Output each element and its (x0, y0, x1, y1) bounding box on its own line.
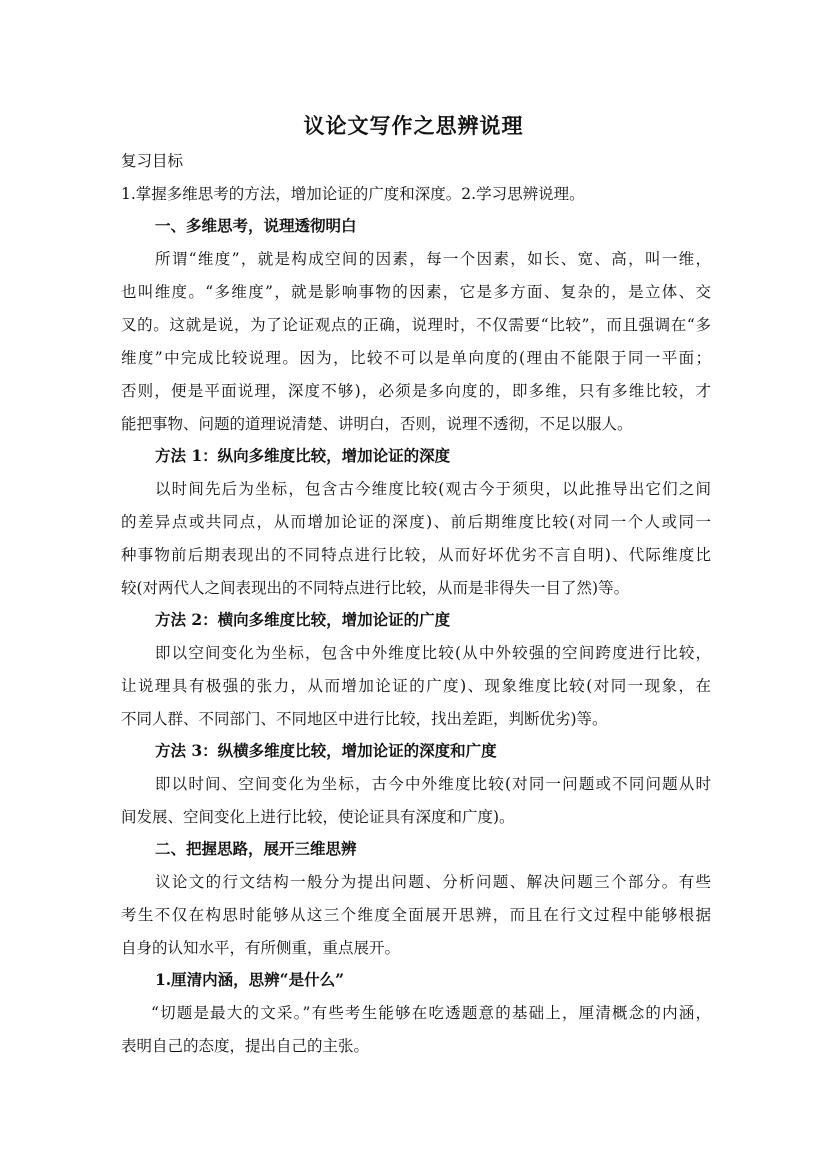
paragraph-line: 较(对两代人之间表现出的不同特点进行比较，从而是非得失一目了然)等。 (121, 579, 630, 597)
paragraph-line: 维度”中完成比较说理。因为，比较不可以是单向度的(理由不能限于同一平面； (121, 349, 711, 367)
paragraph-line: 所谓“维度”，就是构成空间的因素，每一个因素，如长、宽、高，叫一维， (155, 250, 711, 268)
paragraph-line: 否则，便是平面说理，深度不够)，必须是多向度的，即多维，只有多维比较，才 (121, 382, 711, 400)
heading-subsection-1: 1.厘清内涵，思辨“是什么” (155, 970, 345, 989)
paragraph-line: 即以空间变化为坐标，包含中外维度比较(从中外较强的空间跨度进行比较， (155, 644, 711, 662)
paragraph-line: 叉的。这就是说，为了论证观点的正确，说理时，不仅需要“比较”，而且强调在“多 (121, 316, 711, 334)
paragraph-line: 能把事物、问题的道理说清楚、讲明白，否则，说理不透彻，不足以服人。 (121, 415, 633, 433)
paragraph-line: 考生不仅在构思时能够从这三个维度全面展开思辨，而且在行文过程中能够根据 (121, 906, 711, 924)
paragraph-line: 议论文的行文结构一般分为提出问题、分析问题、解决问题三个部分。有些 (155, 873, 711, 891)
paragraph-line: 以时间先后为坐标，包含古今维度比较(观古今于须臾，以此推导出它们之间 (155, 480, 711, 498)
review-goals-text: 1.掌握多维思考的方法，增加论证的广度和深度。2.学习思辨说理。 (121, 185, 585, 203)
paragraph-line: 不同人群、不同部门、不同地区中进行比较，找出差距，判断优劣)等。 (121, 710, 608, 728)
paragraph-line: “切题是最大的文采。”有些考生能够在吃透题意的基础上，厘清概念的内涵， (151, 1004, 711, 1022)
heading-section-1: 一、多维思考，说理透彻明白 (155, 216, 357, 235)
page-title: 议论文写作之思辨说理 (303, 113, 524, 138)
paragraph-line: 间发展、空间变化上进行比较，使论证具有深度和广度)。 (121, 808, 515, 826)
paragraph-line: 也叫维度。“多维度”，就是影响事物的因素，它是多方面、复杂的，是立体、交 (121, 283, 711, 301)
paragraph-line: 的差异点或共同点，从而增加论证的深度)、前后期维度比较(对同一个人或同一 (121, 513, 711, 531)
heading-method-1: 方法 1：纵向多维度比较，增加论证的深度 (155, 446, 451, 465)
paragraph-line: 表明自己的态度，提出自己的主张。 (121, 1037, 370, 1055)
heading-method-2: 方法 2：横向多维度比较，增加论证的广度 (155, 610, 451, 629)
heading-method-3: 方法 3：纵横多维度比较，增加论证的深度和广度 (155, 741, 497, 760)
heading-section-2: 二、把握思路，展开三维思辨 (155, 839, 357, 858)
paragraph-line: 自身的认知水平，有所侧重，重点展开。 (121, 939, 401, 957)
paragraph-line: 让说理具有极强的张力，从而增加论证的广度)、现象维度比较(对同一现象，在 (121, 677, 711, 695)
paragraph-line: 种事物前后期表现出的不同特点进行比较，从而好坏优劣不言自明)、代际维度比 (121, 546, 711, 564)
paragraph-line: 即以时间、空间变化为坐标，古今中外维度比较(对同一问题或不同问题从时 (155, 775, 711, 793)
section-label-review-goals: 复习目标 (121, 152, 184, 170)
